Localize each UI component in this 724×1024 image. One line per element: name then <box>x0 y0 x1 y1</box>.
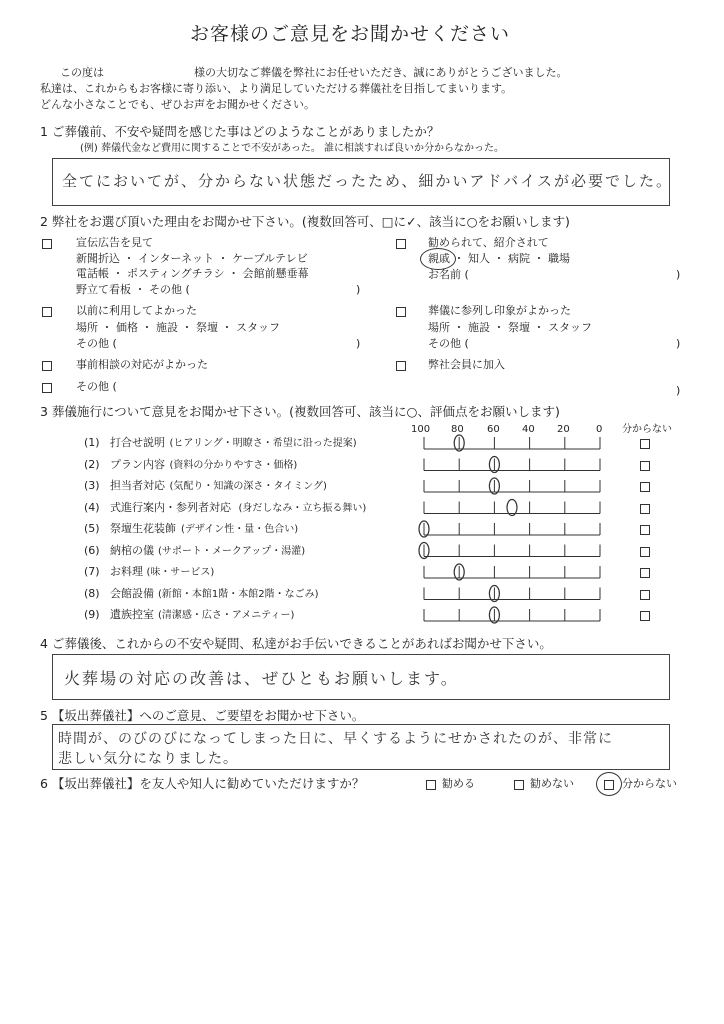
rating-label: 会館設備 <box>110 586 154 600</box>
rating-sub: (ヒアリング・明瞭さ・希望に沿った提案) <box>169 438 357 449</box>
q1-example: (例) 葬儀代金など費用に関することで不安があった。 誰に相談すれば良いか分からなかった。 <box>80 143 505 154</box>
rating-sub: (新館・本館1階・本館2階・なごみ) <box>158 588 319 600</box>
rating-num: (7) <box>84 565 100 578</box>
q2-opt1-close: ) <box>356 283 361 296</box>
q2-opt2-label: 勧められて、紹介されて <box>428 236 549 249</box>
q2-opt1-line2: 電話帳 ・ ポスティングチラシ ・ 会館前懸垂幕 <box>76 267 309 280</box>
q3-question: 3 葬儀施行について意見をお聞かせ下さい。(複数回答可、該当に○、評価点をお願いします) <box>40 404 560 419</box>
rating-num: (4) <box>84 500 100 514</box>
q5-question: 5 【坂出葬儀社】へのご意見、ご要望をお聞かせ下さい。 <box>40 708 365 723</box>
rating-label: 式進行案内・参列者対応 <box>110 500 231 514</box>
q2-opt4-line2: その他 ( <box>428 337 469 350</box>
q2-opt7-label: その他 ( <box>76 380 117 393</box>
rating-label: 納棺の儀 <box>110 543 154 557</box>
q2-opt3-line1: 場所 ・ 価格 ・ 施設 ・ 祭壇 ・ スタッフ <box>76 321 280 334</box>
q6-question: 6 【坂出葬儀社】を友人や知人に勧めていただけますか？ <box>40 776 365 791</box>
rating-num: (3) <box>84 479 100 492</box>
intro-line2: 私達は、これからもお客様に寄り添い、より満足していただける葬儀社を目指してまいります。 <box>40 82 513 95</box>
rating-sub: (資料の分かりやすさ・価格) <box>169 459 298 471</box>
q2-opt2-close: ) <box>676 268 681 281</box>
q5-answer-line1: 時間が、のびのびになってしまった日に、早くするようにせかされたのが、非常に <box>58 731 613 747</box>
q2-opt3-close: ) <box>356 337 361 350</box>
q2-opt3-label: 以前に利用してよかった <box>76 304 197 317</box>
q2-opt1-line3: 野立て看板 ・ その他 ( <box>76 283 190 296</box>
q6-opt3-label: 分からない <box>622 777 677 790</box>
rating-sub: (味・サービス) <box>146 567 215 578</box>
q2-question: 2 弊社をお選び頂いた理由をお聞かせ下さい。(複数回答可、□に✓、該当に○をお願いします) <box>40 214 570 229</box>
q4-question: 4 ご葬儀後、これからの不安や疑問、私達がお手伝いできることがあればお聞かせ下さい。 <box>40 636 552 651</box>
q2-opt2-line2: お名前 ( <box>428 268 469 281</box>
rating-label: 祭壇生花装飾 <box>110 522 176 535</box>
rating-label: プラン内容 <box>110 457 165 471</box>
q2-opt4-line1: 場所 ・ 施設 ・ 祭壇 ・ スタッフ <box>428 321 592 334</box>
scale-unknown: 分からない <box>622 424 672 435</box>
q6-recommend-checkbox[interactable] <box>426 780 436 790</box>
rating-sub: (清潔感・広さ・アメニティー) <box>158 610 295 621</box>
q6-not-recommend-checkbox[interactable] <box>514 780 524 790</box>
q6-opt2-label: 勧めない <box>530 777 574 790</box>
q1-answer: 全てにおいてが、分からない状態だったため、細かいアドバイスが必要でした。 <box>62 172 673 190</box>
rating-sub: (サポート・メークアップ・湯灌) <box>158 545 306 557</box>
rating-label: 遺族控室 <box>110 608 154 621</box>
q2-opt6-label: 弊社会員に加入 <box>428 358 505 371</box>
q1-question: 1 ご葬儀前、不安や疑問を感じた事はどのようなことがありましたか？ <box>40 124 440 139</box>
q2-opt4-label: 葬儀に参列し印象がよかった <box>428 304 571 317</box>
q2-opt7-close: ) <box>676 384 681 397</box>
q4-answer: 火葬場の対応の改善は、ぜひともお願いします。 <box>64 669 459 688</box>
rating-label: 担当者対応 <box>110 479 165 492</box>
rating-num: (8) <box>84 586 100 600</box>
rating-num: (9) <box>84 608 100 621</box>
q5-answer-line2: 悲しい気分になりました。 <box>58 751 238 767</box>
scale-20: 20 <box>557 424 570 435</box>
rating-label: お料理 <box>110 565 143 578</box>
scale-40: 40 <box>522 424 535 435</box>
scale-100: 100 <box>411 424 431 435</box>
rating-num: (5) <box>84 522 100 535</box>
scale-60: 60 <box>487 424 500 435</box>
q2-opt1-label: 宣伝広告を見て <box>76 236 153 249</box>
q6-opt1-label: 勧める <box>442 777 475 790</box>
q2-opt2-line1: 親戚 ・ 知人 ・ 病院 ・ 職場 <box>428 252 570 265</box>
intro-line1a: この度は <box>60 66 104 79</box>
rating-label: 打合せ説明 <box>110 436 165 449</box>
rating-num: (1) <box>84 436 100 449</box>
intro-line1b: 様の大切なご葬儀を弊社にお任せいただき、誠にありがとうございました。 <box>194 66 568 79</box>
intro-line3: どんな小さなことでも、ぜひお声をお聞かせください。 <box>40 98 315 111</box>
rating-sub: (気配り・知識の深さ・タイミング) <box>169 481 327 492</box>
q2-opt5-label: 事前相談の対応がよかった <box>76 358 208 371</box>
rating-sub: (身だしなみ・立ち振る舞い) <box>238 502 367 514</box>
rating-num: (6) <box>84 543 100 557</box>
page-title: お客様のご意見をお聞かせください <box>190 23 511 45</box>
q2-opt3-line2: その他 ( <box>76 337 117 350</box>
rating-sub: (デザイン性・量・色合い) <box>181 524 299 535</box>
q2-opt4-close: ) <box>676 337 681 350</box>
q2-opt1-line1: 新聞折込 ・ インターネット ・ ケーブルテレビ <box>76 252 308 265</box>
scale-80: 80 <box>451 424 464 435</box>
scale-0: 0 <box>596 424 603 435</box>
q6-unknown-circle-mark <box>596 772 622 796</box>
rating-num: (2) <box>84 457 100 471</box>
